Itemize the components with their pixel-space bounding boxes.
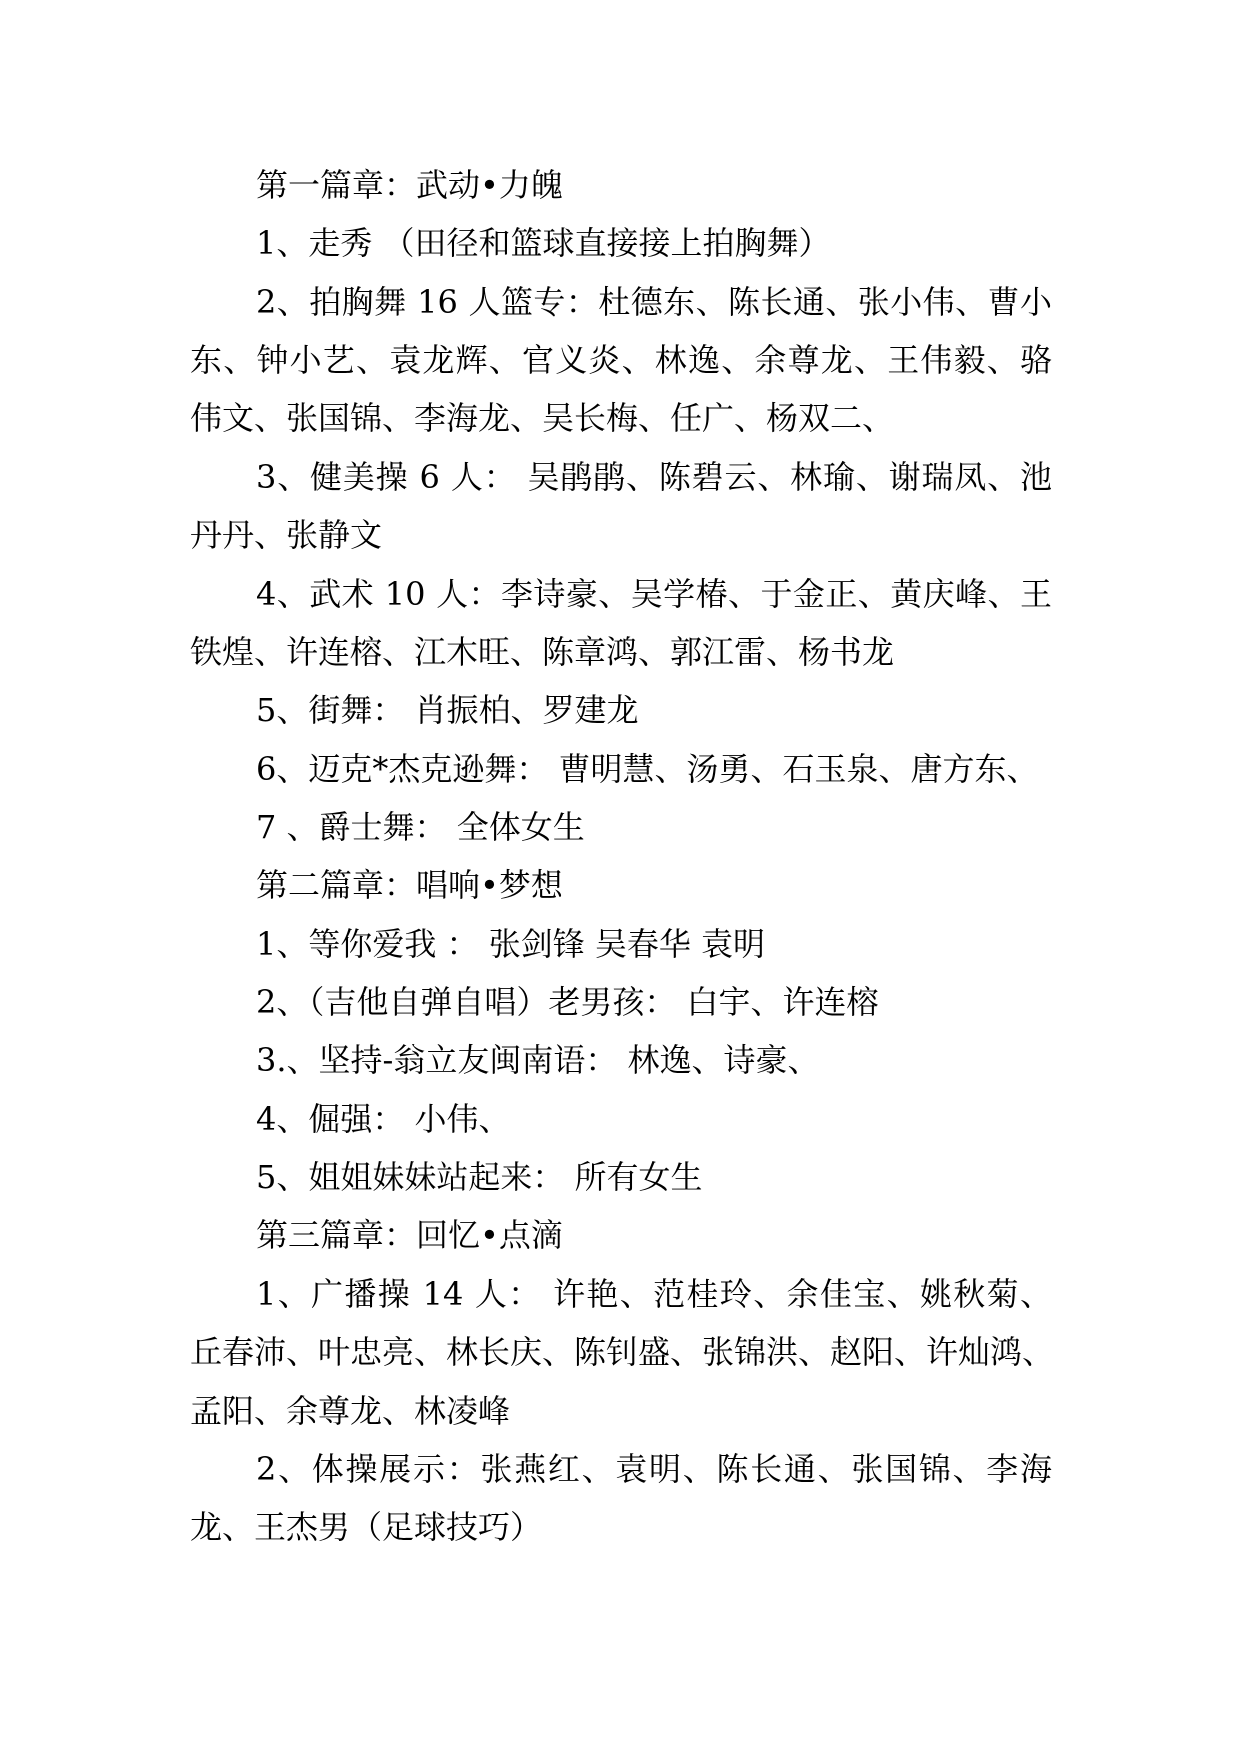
program-item-line: 3、健美操 6 人： 吴鹃鹃、陈碧云、林瑜、谢瑞凤、池: [256, 457, 1052, 496]
program-item-line: 丹丹、张静文: [190, 516, 383, 555]
program-item-line: 龙、王杰男（足球技巧）: [190, 1508, 543, 1547]
program-item-line: 1、等你爱我 ： 张剑锋 吴春华 袁明: [256, 924, 766, 963]
program-item-line: 4、倔强： 小伟、: [256, 1099, 511, 1138]
program-item: [190, 915, 1052, 973]
program-item-line: 伟文、张国锦、李海龙、吴长梅、任广、杨双二、: [190, 399, 895, 438]
program-item-line: 东、钟小艺、袁龙辉、官义炎、林逸、余尊龙、王伟毅、骆: [190, 341, 1052, 380]
chapter-section: [190, 156, 1052, 856]
chapter-heading: 第二篇章：唱响•梦想: [256, 866, 563, 905]
chapter-section: [190, 856, 1052, 1206]
program-item-line: 7 、爵士舞： 全体女生: [256, 807, 585, 846]
program-item: [190, 273, 1052, 448]
program-item: [190, 681, 1052, 739]
document-body: [190, 156, 1055, 1557]
program-item-line: 5、姐姐妹妹站起来： 所有女生: [256, 1158, 703, 1197]
program-item-line: 孟阳、余尊龙、林凌峰: [190, 1391, 511, 1430]
program-item-line: 2、体操展示：张燕红、袁明、陈长通、张国锦、李海: [256, 1449, 1052, 1488]
program-item: [190, 1031, 1052, 1089]
program-item-line: 6、迈克*杰克逊舞： 曹明慧、汤勇、石玉泉、唐方东、: [256, 749, 1039, 788]
program-item: [190, 1265, 1055, 1440]
program-item-line: 4、武术 10 人：李诗豪、吴学椿、于金正、黄庆峰、王: [256, 574, 1052, 613]
program-item-line: 2、（吉他自弹自唱）老男孩： 白宇、许连榕: [256, 983, 879, 1022]
program-item: [190, 1148, 1052, 1206]
program-item-line: 铁煌、许连榕、江木旺、陈章鸿、郭江雷、杨书龙: [190, 632, 895, 671]
chapter-section: [190, 1206, 1055, 1556]
program-item-line: 2、拍胸舞 16 人篮专：杜德东、陈长通、张小伟、曹小: [256, 282, 1052, 321]
program-item-line: 5、街舞： 肖振柏、罗建龙: [256, 691, 639, 730]
program-item: [190, 1440, 1052, 1557]
chapter-heading: 第一篇章：武动•力魄: [256, 166, 563, 204]
program-item-line: 1、广播操 14 人： 许艳、范桂玲、余佳宝、姚秋菊、: [256, 1274, 1052, 1313]
chapter-heading: 第三篇章：回忆•点滴: [256, 1216, 563, 1255]
program-item: [190, 798, 1052, 856]
program-item-line: 3.、坚持-翁立友闽南语： 林逸、诗豪、: [256, 1041, 820, 1080]
program-item: [190, 740, 1052, 798]
program-item-line: 丘春沛、叶忠亮、林长庆、陈钊盛、张锦洪、赵阳、许灿鸿、: [190, 1333, 1055, 1372]
program-item: [190, 565, 1052, 682]
program-item: [190, 448, 1052, 565]
program-item: [190, 973, 1052, 1031]
program-item: [190, 214, 1052, 272]
program-item-line: 1、走秀 （田径和篮球直接接上拍胸舞）: [256, 224, 831, 263]
program-item: [190, 1090, 1052, 1148]
